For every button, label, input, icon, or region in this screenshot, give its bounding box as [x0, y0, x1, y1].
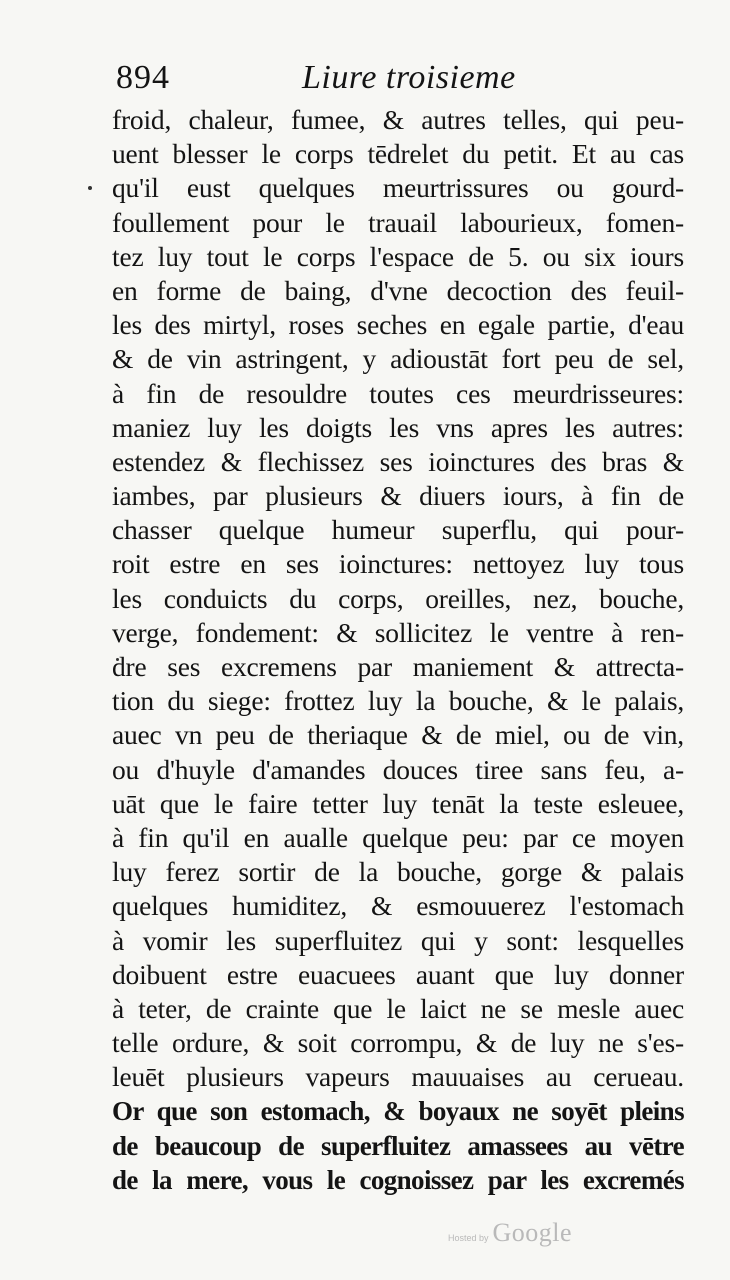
text-line: luy ferez sortir de la bouche, gorge & palais: [112, 856, 684, 888]
text-line: uent blesser le corps tēdrelet du petit. Et au cas: [112, 138, 684, 170]
text-line: froid, chaleur, fumee, & autres telles, qui peu-: [112, 104, 684, 135]
text-line: auec vn peu de theriaque & de miel, ou de vin,: [112, 719, 684, 751]
text-line: dre ses excremens par maniement & attrecta-: [112, 651, 684, 682]
margin-dot: [88, 186, 92, 190]
text-line: à fin qu'il en aualle quelque peu: par ce moyen: [112, 821, 684, 853]
text-line: maniez luy les doigts les vns apres les autres:: [112, 411, 684, 443]
text-line: iambes, par plusieurs & diuers iours, à fin de: [112, 480, 684, 512]
text-line: leuēt plusieurs vapeurs mauuaises au cerueau.: [112, 1061, 684, 1093]
text-line: roit estre en ses ioinctures: nettoyez luy tous: [112, 548, 684, 580]
running-title: Liure troisieme: [302, 59, 516, 96]
text-line: les des mirtyl, roses seches en egale partie, d'eau: [112, 309, 684, 341]
text-line: verge, fondement: & sollicitez le ventre à ren-: [112, 616, 684, 648]
text-line: uāt que le faire tetter luy tenāt la teste esleuee,: [112, 787, 684, 819]
text-line: à vomir les superfluitez qui y sont: lesquelles: [112, 924, 684, 956]
text-line: chasser quelque humeur superflu, qui pour-: [112, 514, 684, 546]
text-line: à teter, de crainte que le laict ne se mesle auec: [112, 992, 684, 1024]
text-line: quelques humiditez, & esmouuerez l'estomach: [112, 890, 684, 922]
text-line: ou d'huyle d'amandes douces tiree sans feu, a-: [112, 753, 684, 785]
text-line: de la mere, vous le cognoissez par les excremés: [112, 1164, 684, 1195]
body-text: [112, 103, 684, 1197]
text-line: & de vin astringent, y adioustāt fort peu de sel,: [112, 343, 684, 375]
text-line: à fin de resouldre toutes ces meurdrisseures:: [112, 377, 684, 409]
text-line: foullement pour le trauail labourieux, fomen-: [112, 206, 684, 238]
google-logo: Google: [492, 1218, 573, 1247]
text-line: qu'il eust quelques meurtrissures ou gourd-: [112, 172, 684, 204]
text-line: Or que son estomach, & boyaux ne soyēt pleins: [112, 1096, 684, 1127]
text-line: tez luy tout le corps l'espace de 5. ou six iours: [112, 240, 684, 272]
text-line: estendez & flechissez ses ioinctures des bras &: [112, 445, 684, 477]
text-line: doibuent estre euacuees auant que luy donner: [112, 958, 684, 990]
text-line: telle ordure, & soit corrompu, & de luy ne s'es-: [112, 1027, 684, 1059]
page-header: [116, 56, 676, 100]
text-line: tion du siege: frottez luy la bouche, & le palais,: [112, 685, 684, 717]
text-line: les conduicts du corps, oreilles, nez, bouche,: [112, 582, 684, 614]
hosted-by-watermark: [448, 1218, 572, 1248]
watermark-prefix: Hosted by: [448, 1233, 489, 1243]
page-number: 894: [116, 59, 170, 96]
text-line: en forme de baing, d'vne decoction des feuil-: [112, 274, 684, 306]
text-line: de beaucoup de superfluitez amassees au vētre: [112, 1130, 684, 1161]
